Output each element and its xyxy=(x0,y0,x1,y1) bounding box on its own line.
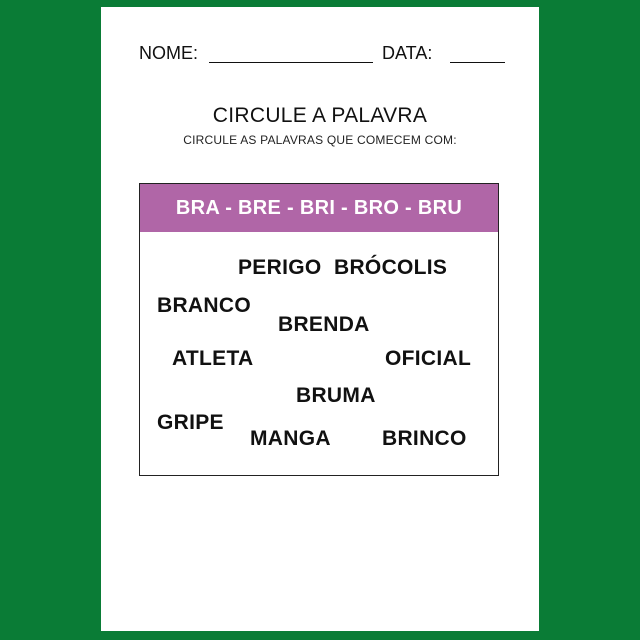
word-branco: BRANCO xyxy=(157,294,251,317)
header-fields xyxy=(139,43,509,67)
date-blank-line xyxy=(450,62,505,63)
word-brinco: BRINCO xyxy=(382,427,467,450)
word-bruma: BRUMA xyxy=(296,384,376,407)
page-subtitle: CIRCULE AS PALAVRAS QUE COMECEM COM: xyxy=(183,133,457,147)
word-gripe: GRIPE xyxy=(157,411,224,434)
word-oficial: OFICIAL xyxy=(385,347,472,370)
word-brocolis: BRÓCOLIS xyxy=(334,256,448,279)
name-blank-line xyxy=(209,62,373,63)
name-label: NOME: xyxy=(139,43,199,63)
syllable-banner: BRA - BRE - BRI - BRO - BRU xyxy=(140,184,498,232)
page-title: CIRCULE A PALAVRA xyxy=(212,104,428,127)
word-perigo: PERIGO xyxy=(238,256,322,279)
word-brenda: BRENDA xyxy=(278,313,370,336)
date-label: DATA: xyxy=(382,43,433,63)
word-box xyxy=(139,183,499,476)
word-manga: MANGA xyxy=(250,427,331,450)
word-atleta: ATLETA xyxy=(172,347,254,370)
worksheet-page xyxy=(101,7,539,631)
